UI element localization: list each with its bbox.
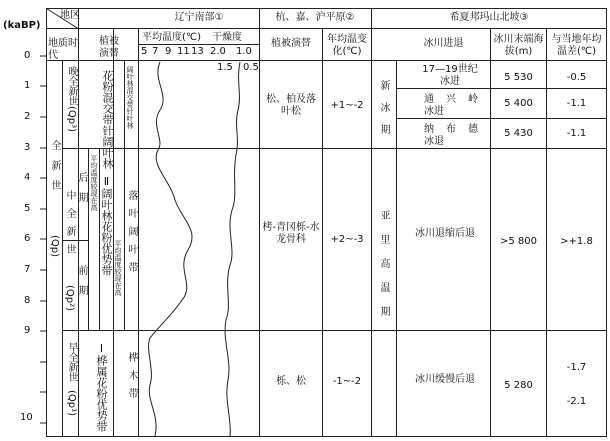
liaoning-late-sub: 阔叶林混交带针叶林 <box>126 66 134 129</box>
dt-row-5: -1.7 <box>566 362 587 373</box>
temp-tick: 7 <box>152 46 159 57</box>
temp-header: 平均温度(℃) <box>142 32 202 43</box>
mid-holocene-code: (Qp²) <box>64 285 75 312</box>
y-tick: 7 <box>24 264 31 275</box>
dry-header: 干燥度 <box>212 32 242 43</box>
glacier-row-2: 冰进 <box>424 106 444 117</box>
y-tick: 5 <box>24 203 31 214</box>
neoglacial-label: 新冰期 <box>378 80 389 146</box>
y-axis-unit: (kaBP) <box>3 20 41 31</box>
subboreal-label: 亚里高温期 <box>378 210 389 330</box>
dry-mark-2: 0.5 <box>243 62 259 73</box>
region-header: 地区 <box>60 10 80 21</box>
dt-row-2: -1.1 <box>566 98 587 109</box>
alt-row-4: >5 800 <box>499 236 537 247</box>
hj-veg-2: 栲-青冈栎-水龙骨科 <box>262 222 320 245</box>
diffT-header: 与当地年均温差(℃) <box>551 34 602 57</box>
glacier-row-5: 冰川缓慢后退 <box>415 374 475 385</box>
temp-tick: 9 <box>165 46 172 57</box>
snowline-header: 冰川末端海拔(m) <box>493 34 544 57</box>
alt-row-1: 5 530 <box>504 72 533 83</box>
dt-row-5-extra: -2.1 <box>566 396 587 407</box>
period-header: 地质时代 <box>48 38 78 61</box>
dry-tick: 2.0 <box>210 46 226 57</box>
dry-mark-1: 1.5 <box>217 62 233 73</box>
meanT-header: 年均温变化(℃) <box>327 34 367 57</box>
glacier-row-1: 17—19世纪冰进 <box>422 64 478 87</box>
temp-tick: 11 <box>177 46 190 57</box>
y-tick: 9 <box>24 325 31 336</box>
quaternary-code: (Qp) <box>49 235 60 258</box>
liaoning-mid-main: Ⅱ阔叶林花粉优势带 <box>100 175 113 276</box>
veg2-header: 植被演替 <box>271 38 311 49</box>
glacier-row-2-b: 兴 <box>446 94 456 105</box>
liaoning-late-veg: 花粉混交带针阔叶林 <box>101 70 114 169</box>
temperature-curve <box>149 62 192 436</box>
mid-holocene: 中全新世 <box>64 190 75 262</box>
early-holocene-code: (Qp¹) <box>66 390 77 417</box>
himalaya-header: 希夏邦玛山北坡③ <box>449 12 529 23</box>
y-tick: 1 <box>24 80 31 91</box>
liaoning-mid-band: 落叶阔叶带 <box>126 190 137 280</box>
dryness-curve <box>225 62 240 436</box>
temp-tick: 5 <box>141 46 148 57</box>
alt-row-2: 5 400 <box>504 98 533 109</box>
y-tick: 0 <box>24 50 31 61</box>
y-tick: 4 <box>24 172 31 183</box>
quaternary-label: 全新世 <box>49 140 60 200</box>
liaoning-header: 辽宁南部① <box>174 12 224 23</box>
hj-t-2: +2~-3 <box>330 234 364 245</box>
liaoning-early-band: 桦木带 <box>126 352 137 406</box>
mid-late: 后期 <box>76 172 87 212</box>
alt-row-5: 5 280 <box>504 380 533 391</box>
dry-tick: 1.0 <box>236 46 252 57</box>
glacier-header: 冰川进退 <box>423 38 464 49</box>
y-tick: 2 <box>24 111 31 122</box>
late-holocene-code: (Qp³) <box>66 106 77 133</box>
hangjiahu-header: 杭、嘉、沪平原② <box>275 12 355 23</box>
glacier-row-3-b: 布 <box>446 124 456 135</box>
y-tick: 10 <box>20 412 33 423</box>
liaoning-mid-sub2: 平均温度较现在高 <box>114 240 122 296</box>
y-tick: 8 <box>24 295 31 306</box>
temp-tick: 13 <box>191 46 204 57</box>
glacier-row-2-a: 通 <box>424 94 434 105</box>
y-tick: 3 <box>24 142 31 153</box>
glacier-row-3-c: 德 <box>468 124 478 135</box>
glacier-row-3: 冰退 <box>424 136 444 147</box>
hj-veg-3: 栎、松 <box>276 376 306 387</box>
liaoning-early-main: Ⅰ桦属花粉优势带 <box>95 342 108 432</box>
glacier-row-2-c: 岭 <box>468 94 478 105</box>
veg-header: 植被演替 <box>99 36 119 59</box>
dt-row-4: >+1.8 <box>560 236 593 247</box>
glacier-row-4: 冰川退缩后退 <box>415 228 475 239</box>
hj-t-1: +1~-2 <box>330 100 364 111</box>
y-tick: 6 <box>24 233 31 244</box>
hj-veg-1: 松、柏及落叶松 <box>266 94 316 117</box>
hj-t-3: -1~-2 <box>332 376 362 387</box>
liaoning-mid-sub1: 平均温度较现在高 <box>90 155 98 211</box>
late-holocene: 晚全新世 <box>66 66 77 106</box>
mid-early: 前期 <box>76 265 87 305</box>
dt-row-1: -0.5 <box>566 72 587 83</box>
dt-row-3: -1.1 <box>566 128 587 139</box>
glacier-row-3-a: 纳 <box>424 124 434 135</box>
early-holocene: 早全新世 <box>66 342 77 382</box>
alt-row-3: 5 430 <box>504 128 533 139</box>
